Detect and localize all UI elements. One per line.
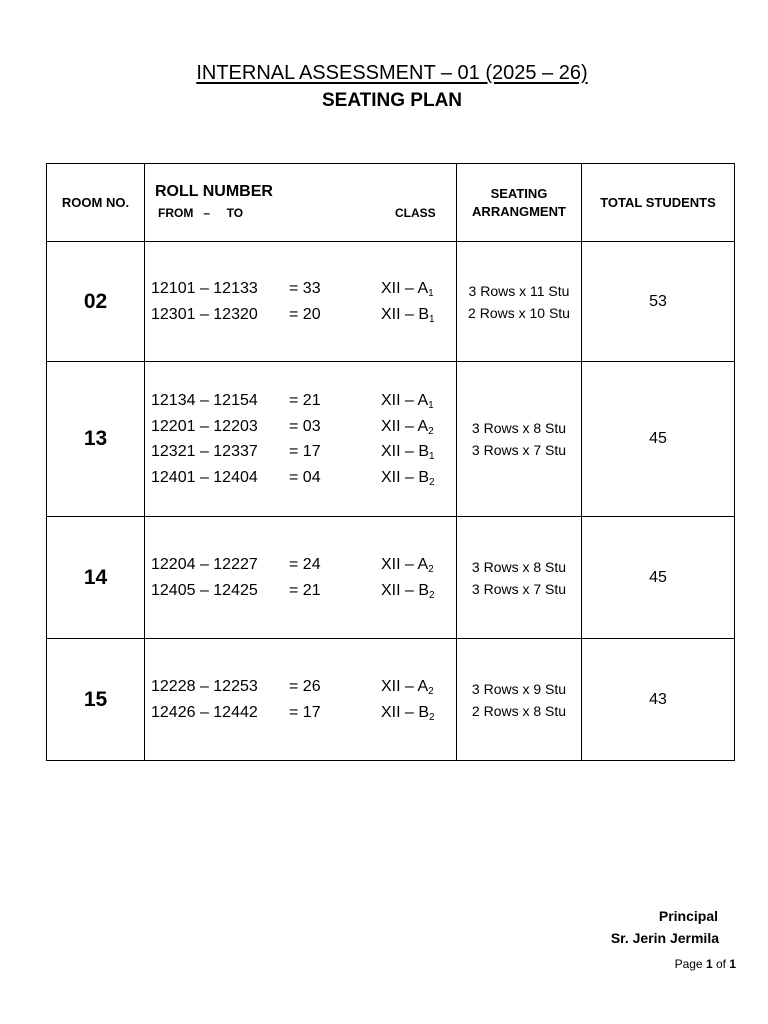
class-name [381,552,451,578]
signatory-designation: Principal [658,908,718,924]
roll-range: 12228 – 12253 [151,678,258,695]
roll-count: = 17 [289,703,321,721]
class-section-subscript: 1 [428,288,434,299]
roll-range-line [151,700,456,726]
seating-plan-table [46,163,735,761]
document-subtitle: SEATING PLAN [321,90,463,111]
class-label: XII – B [381,305,430,323]
roll-number-cell [145,639,457,761]
table-row [47,242,735,362]
table-row [47,362,735,517]
page-prefix: Page [674,957,706,971]
roll-range-line [151,552,456,578]
class-section-subscript: 2 [428,686,434,697]
roll-range-line [151,578,456,604]
class-section-subscript: 2 [429,711,435,723]
class-name [381,302,451,328]
table-row [47,517,735,639]
total-students-cell: 43 [582,639,735,761]
class-name [381,674,451,700]
class-label: XII – A [381,280,429,297]
class-name [381,465,451,491]
table-row [47,639,735,761]
seating-arrangement-line: 3 Rows x 8 Stu [471,420,567,436]
seating-arrangement-line: 3 Rows x 8 Stu [471,558,567,575]
header-roll-title: ROLL NUMBER [155,183,273,200]
page-current: 1 [705,957,713,971]
roll-range-line [151,414,456,440]
document-title [0,60,768,86]
roll-number-cell [145,517,457,639]
roll-range: 12321 – 12337 [151,443,258,460]
class-section-subscript: 2 [428,425,434,437]
class-section-subscript: 1 [429,313,435,325]
roll-count: = 33 [289,280,321,297]
page-total: 1 [729,957,736,971]
roll-range: 12201 – 12203 [151,417,258,435]
table-body [47,242,735,761]
header-roll-number [145,164,457,242]
header-from-to: FROM – TO [158,206,244,220]
roll-count: = 17 [289,443,321,460]
class-label: XII – B [381,581,430,599]
class-name [381,276,451,302]
class-name [381,700,451,726]
class-name [381,388,451,414]
document-title-text: INTERNAL ASSESSMENT – 01 (2025 – 26) [196,62,588,84]
roll-count: = 21 [289,581,321,599]
class-section-subscript: 2 [428,564,434,575]
roll-number-cell [145,242,457,362]
total-students-cell: 45 [582,362,735,517]
roll-range-line [151,674,456,700]
seating-arrangement-line: 3 Rows x 7 Stu [471,442,567,458]
page-number [675,957,736,971]
roll-range: 12301 – 12320 [151,305,258,323]
roll-range-line [151,276,456,302]
roll-count: = 21 [289,392,321,409]
seating-arrangement-line: 2 Rows x 10 Stu [468,304,570,321]
roll-count: = 03 [289,417,321,435]
signatory-name: Sr. Jerin Jermila [610,930,719,946]
table-header-row [47,164,735,242]
seating-arrangement-cell [457,517,582,639]
total-students-cell: 53 [582,242,735,362]
class-label: XII – B [381,468,430,486]
header-seating-arrangement [457,164,582,242]
header-seating-line1: SEATING [490,185,548,201]
room-number-cell: 02 [47,242,145,362]
class-section-subscript: 1 [429,451,435,462]
roll-number-cell [145,362,457,517]
page-of: of [712,957,730,971]
total-students-cell: 45 [582,517,735,639]
roll-count: = 26 [289,678,321,695]
class-name [381,439,451,465]
seating-arrangement-cell [457,639,582,761]
header-total-students: TOTAL STUDENTS [582,164,735,242]
roll-count: = 24 [289,556,321,573]
class-label: XII – B [381,703,430,721]
roll-range: 12101 – 12133 [151,280,258,297]
seating-arrangement-line: 3 Rows x 9 Stu [471,680,567,697]
roll-count: = 04 [289,468,321,486]
header-seating-line2: ARRANGMENT [472,203,566,219]
seating-arrangement-cell [457,362,582,517]
room-number-cell: 13 [47,362,145,517]
class-label: XII – A [381,678,429,695]
header-class: CLASS [395,206,436,220]
class-section-subscript: 2 [429,589,435,601]
class-section-subscript: 1 [428,400,434,411]
seating-arrangement-cell [457,242,582,362]
room-number-cell: 14 [47,517,145,639]
class-name [381,578,451,604]
roll-range: 12426 – 12442 [151,703,258,721]
seating-arrangement-line: 2 Rows x 8 Stu [471,702,567,719]
class-label: XII – B [381,443,430,460]
seating-arrangement-line: 3 Rows x 11 Stu [468,282,570,299]
class-label: XII – A [381,392,429,409]
roll-range-line [151,388,456,414]
room-number-cell: 15 [47,639,145,761]
class-section-subscript: 2 [429,476,435,488]
roll-range: 12134 – 12154 [151,392,258,409]
roll-range: 12401 – 12404 [151,468,258,486]
roll-range-line [151,439,456,465]
header-room-no: ROOM NO. [47,164,145,242]
roll-range-line [151,302,456,328]
class-label: XII – A [381,556,429,573]
seating-arrangement-line: 3 Rows x 7 Stu [471,580,567,597]
roll-range: 12204 – 12227 [151,556,258,573]
roll-range: 12405 – 12425 [151,581,258,599]
roll-count: = 20 [289,305,321,323]
class-name [381,414,451,440]
class-label: XII – A [381,417,429,435]
roll-range-line [151,465,456,491]
